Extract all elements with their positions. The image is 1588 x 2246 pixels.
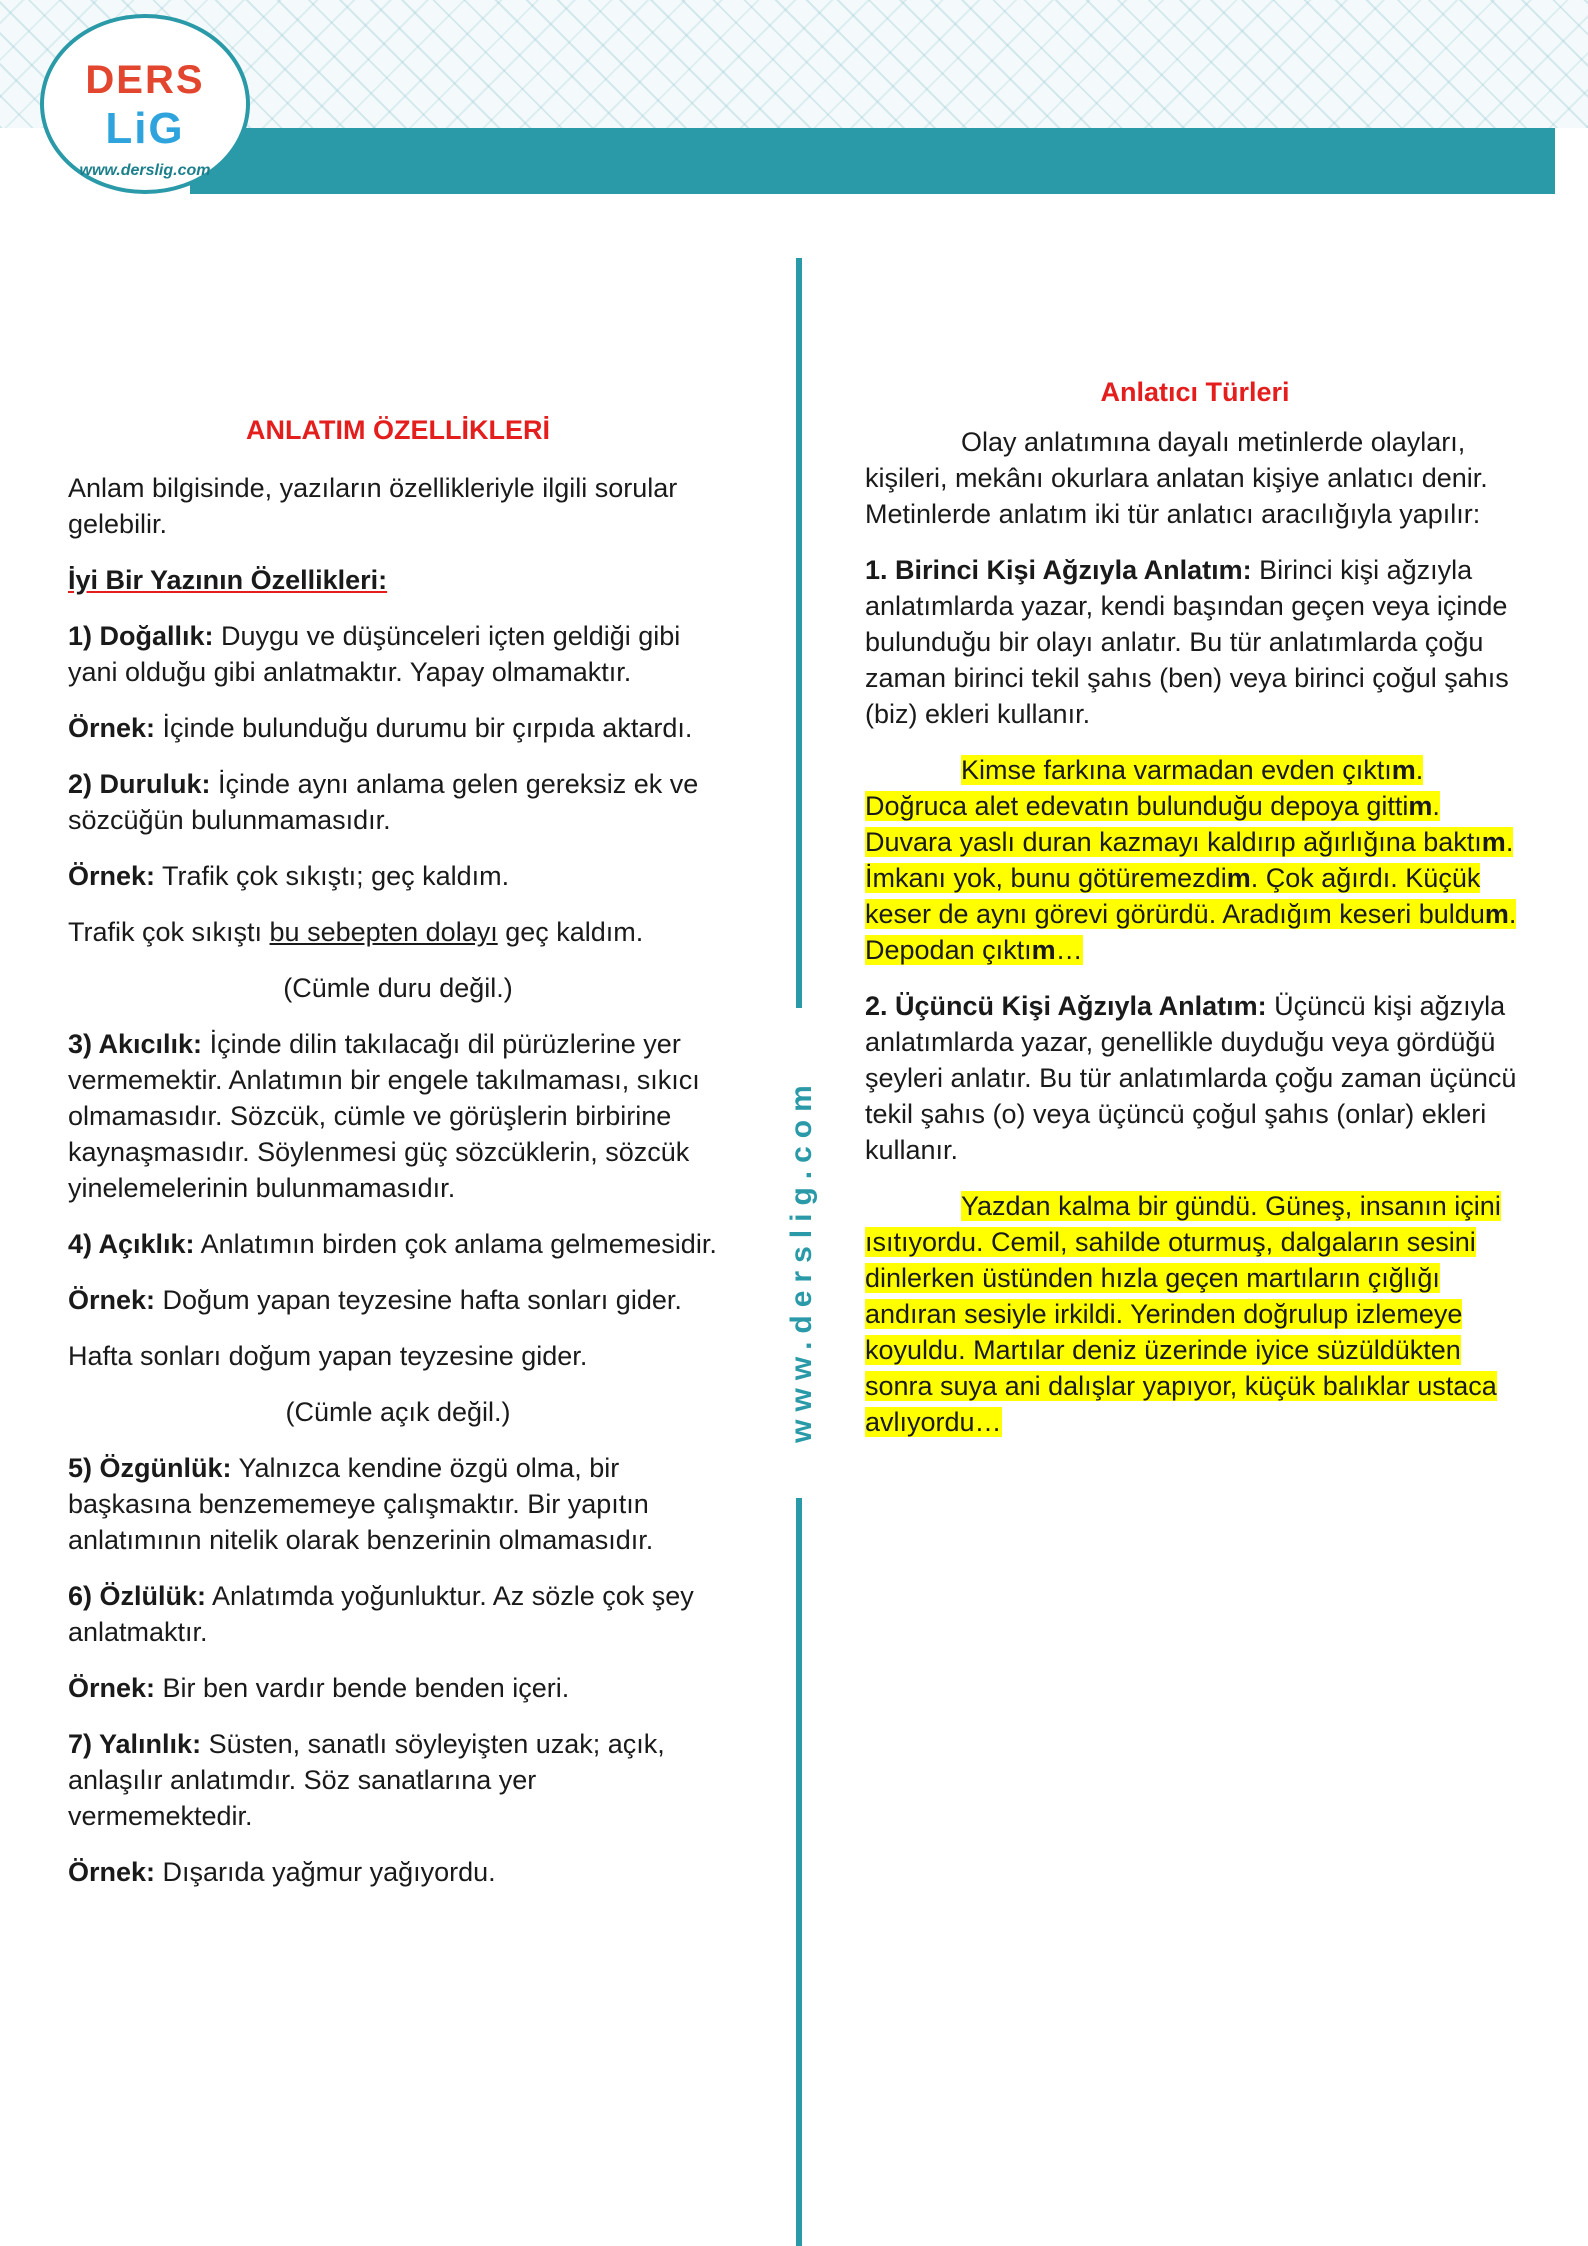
right-intro-text: Olay anlatımına dayalı metinlerde olayları, kişileri, mekânı okurlara anlatan kişiye anlatıcı denir. Metinlerde anlatım iki tür anlatıcı aracılığıyla yapılır: (865, 427, 1488, 529)
hl-text: Çok ağırdı. Küçük keser de aynı görevi görürdü. Aradığım keseri buldu (865, 863, 1485, 929)
hl-text: Duvara yaslı duran kazmayı kaldırıp ağırlığına baktı (865, 827, 1482, 857)
item-label: 5) Özgünlük: (68, 1453, 232, 1483)
item-aciklik (68, 1226, 728, 1262)
item-label: 6) Özlülük: (68, 1581, 207, 1611)
example-6 (68, 1670, 728, 1706)
note-duru: (Cümle duru değil.) (283, 973, 513, 1003)
example-2b (68, 914, 728, 950)
item-label: 2) Duruluk: (68, 769, 211, 799)
item-birinci-kisi (865, 552, 1525, 732)
example-underlined: ; (356, 861, 364, 891)
example-4 (68, 1282, 728, 1318)
example-label: Örnek: (68, 1857, 156, 1887)
item-text: İçinde aynı anlama gelen gereksiz ek ve sözcüğün bulunmamasıdır. (68, 769, 699, 835)
hl-text: İmkanı yok, bunu götüremezdi (865, 863, 1227, 893)
item-ozluluk (68, 1578, 728, 1650)
section-title-anlatici: Anlatıcı Türleri (1100, 377, 1290, 407)
example-text: Dışarıda yağmur yağıyordu. (155, 1857, 496, 1887)
header-band (190, 128, 1555, 194)
hl-text: . (1250, 863, 1259, 893)
hl-suffix: m (1031, 935, 1056, 965)
example-label: Örnek: (68, 1285, 156, 1315)
hl-text: . (1505, 827, 1514, 857)
item-label: 1) Doğallık: (68, 621, 214, 651)
item-text: Yalnızca kendine özgü olma, bir başkasına benzememeye çalışmaktır. Bir yapıtın anlatımının nitelik olarak benzerinin olmamasıdır. (68, 1453, 654, 1555)
note-acik: (Cümle açık değil.) (285, 1397, 511, 1427)
item-akicilik (68, 1026, 728, 1206)
example-1 (68, 710, 728, 746)
example-text-end: geç kaldım. (497, 917, 644, 947)
hl-text: Yazdan kalma bir gündü. Güneş, insanın içini ısıtıyordu. Cemil, sahilde oturmuş, dalgaların sesini dinlerken üstünden hızla geçen martıların çığlığı andıran sesiyle irkildi. Yerinden doğrulup izlemeye koyuldu. Martılar deniz üzerinde iyice süzüldükten sonra suya ani dalışlar yapıyor, küçük balıklar ustaca avlıyordu… (865, 1191, 1501, 1437)
example-underlined: bu sebepten dolayı (269, 917, 498, 947)
highlight-example-1 (865, 752, 1525, 968)
intro-paragraph: Anlam bilgisinde, yazıların özellikleriyle ilgili sorular gelebilir. (68, 473, 678, 539)
item-text: Anlatımda yoğunluktur. Az sözle çok şey anlatmaktır. (68, 1581, 694, 1647)
example-text: İçinde bulunduğu durumu bir çırpıda aktardı. (155, 713, 693, 743)
column-divider-top (796, 258, 802, 1008)
hl-suffix: m (1484, 899, 1509, 929)
column-divider-bottom (796, 1498, 802, 2246)
item-label: 2. Üçüncü Kişi Ağzıyla Anlatım: (865, 991, 1267, 1021)
logo-ders-text: DERS (85, 58, 205, 102)
left-column (68, 412, 728, 1890)
item-text: Anlatımın birden çok anlama gelmemesidir. (194, 1229, 717, 1259)
right-intro (865, 424, 1525, 532)
item-label: 3) Akıcılık: (68, 1029, 203, 1059)
example-label: Örnek: (68, 713, 156, 743)
hl-suffix: m (1391, 755, 1416, 785)
example-text-end: geç kaldım. (363, 861, 510, 891)
example-label: Örnek: (68, 861, 156, 891)
derslig-logo (40, 14, 250, 194)
item-label: 1. Birinci Kişi Ağzıyla Anlatım: (865, 555, 1252, 585)
example-text: Doğum yapan teyzesine hafta sonları gider. (155, 1285, 682, 1315)
subtitle-iyi-yazi: İyi Bir Yazının Özellikleri: (68, 565, 388, 595)
hl-text: Depodan çıktı (865, 935, 1032, 965)
item-text: Duygu ve düşünceleri içten geldiği gibi yani olduğu gibi anlatmaktır. Yapay olmamaktır. (68, 621, 681, 687)
hl-text: . (1415, 755, 1424, 785)
item-label: 7) Yalınlık: (68, 1729, 202, 1759)
example-text: Bir ben vardır bende benden içeri. (155, 1673, 570, 1703)
item-text: Üçüncü kişi ağzıyla anlatımlarda yazar, genellikle duyduğu veya gördüğü şeyleri anlatır. Bu tür anlatımlarda çoğu zaman üçüncü tekil şahıs (o) veya üçüncü çoğul şahıs (onlar) ekleri kullanır. (865, 991, 1517, 1165)
item-yalinlik (68, 1726, 728, 1834)
section-title-anlatim: ANLATIM ÖZELLİKLERİ (246, 415, 550, 445)
example-label: Örnek: (68, 1673, 156, 1703)
right-column (865, 374, 1525, 1440)
item-label: 4) Açıklık: (68, 1229, 195, 1259)
item-ozgunluk (68, 1450, 728, 1558)
watermark-text: www.derslig.com (785, 1077, 818, 1443)
item-ucuncu-kisi (865, 988, 1525, 1168)
highlight-example-2 (865, 1188, 1525, 1440)
watermark (772, 1077, 832, 1443)
item-text: Süsten, sanatlı söyleyişten uzak; açık, anlaşılır anlatımdır. Söz sanatlarına yer vermemektedir. (68, 1729, 665, 1831)
page-header (0, 0, 1588, 200)
hl-suffix: m (1408, 791, 1433, 821)
logo-lig-text: LiG (105, 104, 185, 153)
hl-suffix: m (1226, 863, 1251, 893)
example-2 (68, 858, 728, 894)
subtitle-paragraph (68, 562, 728, 598)
example-text: Trafik çok sıkıştı (155, 861, 357, 891)
item-duruluk (68, 766, 728, 838)
item-text: Birinci kişi ağzıyla anlatımlarda yazar, kendi başından geçen veya içinde bulunduğu bir olayı anlatır. Bu tür anlatımlarda çoğu zaman birinci tekil şahıs (ben) veya birinci çoğul şahıs (biz) ekleri kullanır. (865, 555, 1509, 729)
example-text: Trafik çok sıkıştı (68, 917, 270, 947)
hl-text: . (1432, 791, 1440, 821)
hl-text: . (1508, 899, 1517, 929)
item-text: İçinde dilin takılacağı dil pürüzlerine yer vermemektir. Anlatımın bir engele takılmaması, sıkıcı olmamasıdır. Sözcük, cümle ve görüşlerin birbirine kaynaşmasıdır. Söylenmesi güç sözcüklerin, sözcük yinelemelerinin bulunmamasıdır. (68, 1029, 700, 1203)
logo-url: www.derslig.com (79, 162, 211, 179)
example-7 (68, 1854, 728, 1890)
hl-text: Doğruca alet edevatın bulunduğu depoya gitti (865, 791, 1409, 821)
hl-text: Kimse farkına varmadan evden çıktı (961, 755, 1392, 785)
item-dogallik (68, 618, 728, 690)
hl-suffix: m (1481, 827, 1506, 857)
example-4b: Hafta sonları doğum yapan teyzesine gider. (68, 1341, 588, 1371)
hl-text: … (1055, 935, 1083, 965)
